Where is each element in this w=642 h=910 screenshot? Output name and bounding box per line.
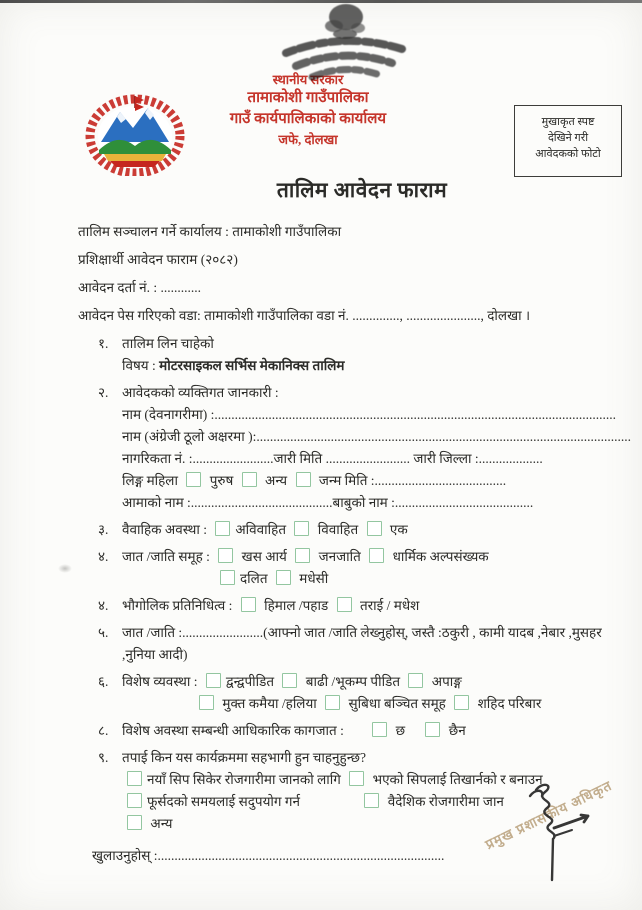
photo-box [514,105,622,177]
form-text: वैवाहिक अवस्था : [122,522,211,537]
form-item [78,672,634,714]
form-item [78,623,634,665]
form-title: तालिम आवेदन फाराम [276,178,448,202]
spacer [303,805,359,806]
form-text: भौगोलिक प्रतिनिधित्व : [122,598,236,613]
checkbox [295,548,310,563]
checkbox [186,472,201,487]
form-line [122,645,634,665]
form-text: विशेष अवस्था सम्बन्धी आधिकारिक कागजात : [122,723,348,738]
form-text: ,नुनिया आदी) [122,647,188,662]
photo-box-line: मुखाकृत स्पष्ट [541,116,595,128]
form-line [122,721,634,741]
checkbox [364,793,379,808]
ink-stamp-icon [268,1,418,81]
nepal-emblem-icon [84,90,186,176]
form-text: भएको सिपलाई तिखार्नको र बनाउन [369,772,543,787]
office-name: गाउँ कार्यपालिकाको कार्यालय [229,111,387,127]
form-text: जनजाति [315,549,365,564]
form-line [122,748,634,768]
form-text: सुबिधा बञ्चित समूह [345,696,450,711]
item-number: ९. [98,750,109,765]
form-line [122,672,634,692]
form-text: बाढी /भूकम्प पीडित [302,674,404,689]
item-number: १. [98,336,109,351]
item-number: ४. [98,598,109,613]
form-text: विशेष व्यवस्था : [122,674,201,689]
intro-line: आवेदन दर्ता नं. : ............ [78,280,201,295]
form-text: मधेसी [295,571,329,586]
checkbox [408,673,423,688]
form-text: तराई / मधेश [356,598,420,613]
form-text: अन्य [261,473,291,488]
form-text: दलित [240,571,271,586]
photo-box-line: आवेदकको फोटो [535,148,601,160]
form-item [78,721,634,741]
intro-line: आवेदन पेस गरिएको वडा: तामाकोशी गाउँपालिका वडा नं. .............., ......................, दोलखा । [78,308,531,323]
form-item [78,520,634,540]
photo-box-line: देखिने गरी [547,132,589,144]
form-text: अविवाहित [235,522,290,537]
checkbox [241,597,256,612]
form-line [122,334,634,354]
scan-smudge [58,564,72,573]
checkbox [206,673,221,688]
form-text: छ [392,723,409,738]
municipality-name: तामाकोशी गाउँपालिका [247,90,369,106]
form-line [122,383,634,403]
spacer [408,734,420,735]
form-text: नयाँ सिप सिकेर रोजगारीमा जानको लागि [147,772,345,787]
form-text: मुक्त कमैया /हलिया [219,696,321,711]
form-body [78,222,634,866]
form-text: जन्म मिति :....................................... [315,473,507,488]
form-line [122,449,634,469]
explain-field: खुलाउनुहोस् :..................................................................................... [92,848,445,863]
form-line [122,520,634,540]
checkbox [220,570,235,585]
checkbox [425,722,440,737]
form-text: धार्मिक अल्पसंख्यक [389,549,489,564]
form-line [215,569,634,589]
checkbox [369,548,384,563]
checkbox [199,695,214,710]
item-number: ५. [98,625,109,640]
form-text: विवाहित [314,522,362,537]
spacer [347,734,367,735]
form-line [122,427,634,447]
form-line [122,623,634,643]
form-text: एक [386,522,408,537]
checkbox [367,521,382,536]
form-line [122,405,634,425]
form-line [122,493,634,513]
form-text: जात /जाति :........................(आफ्नो जात /जाति लेख्नुहोस्, जस्तै :ठकुरी , कामी यादब ,नेबार ,मुसहर [122,625,602,640]
form-text: जात /जाति समूह : [122,549,214,564]
checkbox [127,815,142,830]
item-number: ३. [98,522,109,537]
form-text: तपाई किन यस कार्यक्रममा सहभागी हुन चाहनुहुन्छ? [122,750,367,765]
checkbox [454,695,469,710]
item-number: ८. [98,723,109,738]
form-text: आवेदकको व्यक्तिगत जानकारी : [122,385,279,400]
form-line [122,547,634,567]
form-text: मोटरसाइकल सर्भिस मेकानिक्स तालिम [159,358,345,373]
form-text: अपाङ्ग [428,674,462,689]
officer-title-stamp: प्रमुख प्रशासकीय अधिकृत [482,777,615,853]
form-item [78,547,634,589]
form-text: अन्य [147,816,173,831]
intro-line: प्रशिक्षार्थी आवेदन फाराम (२०८२) [78,252,238,267]
form-item [78,383,634,513]
form-text: पुरुष [206,473,237,488]
checkbox [215,521,230,536]
form-text: नागरिकता नं. :........................जारी मिति ......................... जारी जिल्ला :................... [122,451,543,466]
form-text: खस आर्य [238,549,291,564]
form-line [122,356,634,376]
checkbox [218,548,233,563]
checkbox [127,793,142,808]
form-text: फूर्सदको समयलाई सदुपयोग गर्न [147,794,304,809]
checkbox [349,771,364,786]
item-number: २. [98,385,109,400]
checkbox [127,771,142,786]
office-location: जफे, दोलखा [278,132,338,147]
form-text: हिमाल /पहाड [260,598,332,613]
form-text: द्वन्द्वपीडित [225,674,278,689]
intro-line: तालिम सञ्चालन गर्ने कार्यालय : तामाकोशी गाउँपालिका [78,224,342,239]
office-header [196,71,420,149]
form-text: लिङ्ग महिला [122,473,182,488]
form-line [122,471,634,491]
form-text: नाम (अंग्रेजी ठूलो अक्षरमा ):............................................................................................................... [122,429,631,444]
checkbox [296,472,311,487]
checkbox [372,722,387,737]
checkbox [325,695,340,710]
checkbox [337,597,352,612]
checkbox [276,570,291,585]
local-government-line: स्थानीय सरकार [272,72,344,87]
form-text: छैन [445,723,466,738]
signature-ink-icon [496,780,606,895]
form-text: विषय : [122,358,160,373]
form-text: तालिम लिन चाहेको [122,336,214,351]
form-item [78,334,634,376]
intro-lines [78,222,634,326]
item-number: ४. [98,549,109,564]
form-text: नाम (देवनागरीमा) :....................................................................................................................... [122,407,617,422]
form-text: वैदेशिक रोजगारीमा जान [384,794,504,809]
form-items [78,334,634,834]
checkbox [242,472,257,487]
checkbox [282,673,297,688]
form-text: शहिद परिबार [474,696,542,711]
form-line [194,694,634,714]
form-text: आमाको नाम :..........................................बाबुको नाम :......................................... [122,495,534,510]
form-item [78,596,634,616]
item-number: ६. [98,674,109,689]
form-line [122,596,634,616]
checkbox [294,521,309,536]
